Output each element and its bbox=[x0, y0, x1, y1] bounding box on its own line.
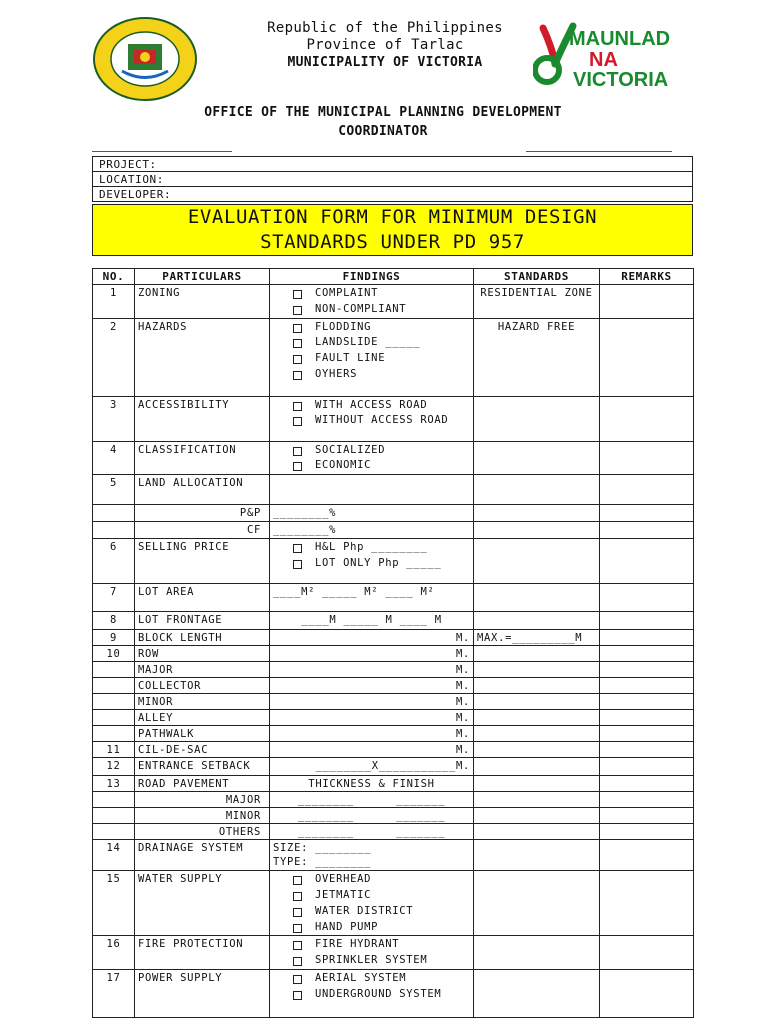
particular-label: ROW bbox=[135, 646, 270, 662]
evaluation-table bbox=[92, 268, 694, 1018]
remarks-cell[interactable] bbox=[600, 726, 694, 742]
findings-value[interactable]: M. bbox=[270, 662, 474, 678]
option-label: OYHERS bbox=[315, 367, 358, 380]
remarks-cell[interactable] bbox=[600, 824, 694, 840]
table-row bbox=[93, 969, 694, 1017]
standard-value bbox=[474, 539, 600, 584]
particular-label: POWER SUPPLY bbox=[135, 969, 270, 1017]
checkbox-icon[interactable] bbox=[293, 924, 302, 933]
table-subrow bbox=[93, 808, 694, 824]
remarks-cell[interactable] bbox=[600, 710, 694, 726]
particular-label: ROAD PAVEMENT bbox=[135, 776, 270, 792]
table-row bbox=[93, 758, 694, 776]
particular-label: ZONING bbox=[135, 285, 270, 319]
row-number: 1 bbox=[93, 285, 135, 319]
table-subrow bbox=[93, 522, 694, 539]
standard-value bbox=[474, 584, 600, 612]
standard-value bbox=[474, 475, 600, 505]
divider-left bbox=[92, 151, 232, 152]
findings-cell bbox=[270, 285, 474, 319]
option-label: COMPLAINT bbox=[315, 287, 379, 299]
checkbox-icon[interactable] bbox=[293, 417, 302, 426]
municipality-line: MUNICIPALITY OF VICTORIA bbox=[287, 55, 483, 70]
particular-label: WATER SUPPLY bbox=[135, 871, 270, 936]
standard-value: MAX.=_________M bbox=[474, 630, 600, 646]
project-field[interactable]: PROJECT: bbox=[93, 157, 693, 172]
location-field[interactable]: LOCATION: bbox=[93, 172, 693, 187]
option-label: WITH ACCESS ROAD bbox=[315, 398, 428, 411]
remarks-cell[interactable] bbox=[600, 646, 694, 662]
findings-heading: THICKNESS & FINISH bbox=[270, 776, 474, 792]
remarks-cell[interactable] bbox=[600, 522, 694, 539]
checkbox-option[interactable] bbox=[273, 556, 470, 570]
particular-label: DRAINAGE SYSTEM bbox=[135, 840, 270, 871]
row-number: 3 bbox=[93, 396, 135, 441]
option-label: FLODDING bbox=[315, 320, 372, 333]
row-number: 5 bbox=[93, 475, 135, 505]
standard-value: RESIDENTIAL ZONE bbox=[474, 285, 600, 319]
checkbox-option[interactable] bbox=[273, 904, 470, 920]
remarks-cell[interactable] bbox=[600, 441, 694, 475]
table-row bbox=[93, 612, 694, 630]
option-label: FIRE HYDRANT bbox=[315, 938, 400, 951]
drainage-type-field[interactable]: TYPE: ________ bbox=[273, 856, 372, 869]
findings-value[interactable]: ________X___________M. bbox=[270, 758, 474, 776]
table-subrow bbox=[93, 726, 694, 742]
checkbox-option[interactable] bbox=[273, 937, 470, 953]
checkbox-option[interactable] bbox=[273, 335, 470, 351]
particular-label: ENTRANCE SETBACK bbox=[135, 758, 270, 776]
table-subrow bbox=[93, 824, 694, 840]
row-number: 11 bbox=[93, 742, 135, 758]
checkbox-icon[interactable] bbox=[293, 324, 302, 333]
particular-label: FIRE PROTECTION bbox=[135, 936, 270, 970]
table-row bbox=[93, 285, 694, 319]
checkbox-icon[interactable] bbox=[293, 560, 302, 569]
row-number: 8 bbox=[93, 612, 135, 630]
remarks-cell[interactable] bbox=[600, 840, 694, 871]
remarks-cell[interactable] bbox=[600, 630, 694, 646]
findings-cell bbox=[270, 318, 474, 396]
remarks-cell[interactable] bbox=[600, 969, 694, 1017]
col-remarks-header: REMARKS bbox=[600, 269, 694, 285]
findings-value[interactable]: ________ _______ bbox=[270, 824, 474, 840]
developer-field[interactable]: DEVELOPER: bbox=[93, 187, 693, 202]
findings-cell bbox=[270, 539, 474, 584]
col-particulars-header: PARTICULARS bbox=[135, 269, 270, 285]
remarks-cell[interactable] bbox=[600, 758, 694, 776]
table-row bbox=[93, 871, 694, 936]
remarks-cell[interactable] bbox=[600, 694, 694, 710]
checkbox-icon[interactable] bbox=[293, 402, 302, 411]
checkbox-option[interactable] bbox=[273, 302, 470, 318]
standard-value: HAZARD FREE bbox=[474, 318, 600, 396]
sub-label: CF bbox=[135, 522, 270, 539]
svg-text:NA: NA bbox=[589, 49, 618, 71]
table-row bbox=[93, 475, 694, 505]
table-row bbox=[93, 646, 694, 662]
remarks-cell[interactable] bbox=[600, 936, 694, 970]
findings-value[interactable]: M. bbox=[270, 726, 474, 742]
drainage-size-field[interactable]: SIZE: ________ bbox=[273, 842, 372, 855]
findings-value[interactable]: ________ _______ bbox=[270, 792, 474, 808]
table-row bbox=[93, 742, 694, 758]
checkbox-icon[interactable] bbox=[293, 876, 302, 885]
findings-value[interactable]: ________% bbox=[270, 505, 474, 522]
row-number: 17 bbox=[93, 969, 135, 1017]
form-title-line1: EVALUATION FORM FOR MINIMUM DESIGN bbox=[187, 206, 598, 228]
row-number: 6 bbox=[93, 539, 135, 584]
table-subrow bbox=[93, 710, 694, 726]
particular-label: CLASSIFICATION bbox=[135, 441, 270, 475]
particular-label: SELLING PRICE bbox=[135, 539, 270, 584]
particular-label: BLOCK LENGTH bbox=[135, 630, 270, 646]
province-line: Province of Tarlac bbox=[306, 37, 464, 53]
row-number: 16 bbox=[93, 936, 135, 970]
remarks-cell[interactable] bbox=[600, 776, 694, 792]
table-subrow bbox=[93, 505, 694, 522]
option-label: SPRINKLER SYSTEM bbox=[315, 954, 428, 967]
particular-label: MINOR bbox=[135, 694, 270, 710]
checkbox-icon[interactable] bbox=[293, 355, 302, 364]
table-row bbox=[93, 630, 694, 646]
findings-value[interactable]: M. bbox=[270, 678, 474, 694]
project-info-table bbox=[92, 156, 693, 202]
remarks-cell[interactable] bbox=[600, 396, 694, 441]
checkbox-option[interactable] bbox=[273, 953, 470, 969]
table-row bbox=[93, 936, 694, 970]
checkbox-option[interactable] bbox=[273, 540, 470, 556]
option-label: NON-COMPLIANT bbox=[315, 302, 407, 315]
option-label: OVERHEAD bbox=[315, 873, 372, 886]
col-no-header: NO. bbox=[93, 269, 135, 285]
option-label: AERIAL SYSTEM bbox=[315, 971, 407, 984]
option-label: ECONOMIC bbox=[315, 459, 372, 472]
checkbox-icon[interactable] bbox=[293, 462, 302, 471]
row-number: 7 bbox=[93, 584, 135, 612]
checkbox-option[interactable] bbox=[273, 286, 470, 302]
table-subrow bbox=[93, 792, 694, 808]
checkbox-icon[interactable] bbox=[293, 544, 302, 553]
checkbox-icon[interactable] bbox=[293, 892, 302, 901]
municipal-seal-icon bbox=[92, 16, 198, 102]
checkbox-option[interactable] bbox=[273, 398, 470, 414]
particular-label: COLLECTOR bbox=[135, 678, 270, 694]
table-row bbox=[93, 776, 694, 792]
option-label: WITHOUT ACCESS ROAD bbox=[315, 414, 449, 427]
sub-label: MAJOR bbox=[135, 792, 270, 808]
findings-value[interactable]: ____M² _____ M² ____ M² bbox=[270, 584, 474, 612]
divider-right bbox=[526, 151, 672, 152]
option-label: LANDSLIDE _____ bbox=[315, 336, 421, 349]
remarks-cell[interactable] bbox=[600, 678, 694, 694]
remarks-cell[interactable] bbox=[600, 475, 694, 505]
checkbox-icon[interactable] bbox=[293, 941, 302, 950]
maunlad-na-victoria-logo bbox=[533, 20, 683, 92]
remarks-cell[interactable] bbox=[600, 871, 694, 936]
table-row bbox=[93, 441, 694, 475]
findings-value[interactable]: ____M _____ M ____ M bbox=[270, 612, 474, 630]
remarks-cell[interactable] bbox=[600, 285, 694, 319]
checkbox-icon[interactable] bbox=[293, 908, 302, 917]
remarks-cell[interactable] bbox=[600, 742, 694, 758]
option-label: FAULT LINE bbox=[315, 352, 386, 365]
option-label: JETMATIC bbox=[315, 888, 372, 901]
findings-value[interactable]: M. bbox=[270, 710, 474, 726]
findings-value[interactable]: M. bbox=[270, 742, 474, 758]
table-row bbox=[93, 539, 694, 584]
row-number: 2 bbox=[93, 318, 135, 396]
standard-value bbox=[474, 441, 600, 475]
particular-label: MAJOR bbox=[135, 662, 270, 678]
findings-value[interactable]: M. bbox=[270, 694, 474, 710]
remarks-cell[interactable] bbox=[600, 318, 694, 396]
checkbox-icon[interactable] bbox=[293, 957, 302, 966]
row-number: 13 bbox=[93, 776, 135, 792]
checkbox-icon[interactable] bbox=[293, 447, 302, 456]
row-number: 10 bbox=[93, 646, 135, 662]
checkbox-option[interactable] bbox=[273, 443, 470, 459]
remarks-cell[interactable] bbox=[600, 505, 694, 522]
findings-cell bbox=[270, 475, 474, 505]
checkbox-option[interactable] bbox=[273, 872, 470, 888]
particular-label: PATHWALK bbox=[135, 726, 270, 742]
particular-label: LAND ALLOCATION bbox=[135, 475, 270, 505]
sub-label: P&P bbox=[135, 505, 270, 522]
form-title-banner bbox=[92, 204, 693, 256]
sub-label: OTHERS bbox=[135, 824, 270, 840]
table-row bbox=[93, 584, 694, 612]
svg-text:VICTORIA: VICTORIA bbox=[573, 69, 669, 91]
findings-cell bbox=[270, 871, 474, 936]
standard-value bbox=[474, 396, 600, 441]
findings-value[interactable]: M. bbox=[270, 630, 474, 646]
checkbox-icon[interactable] bbox=[293, 290, 302, 299]
checkbox-option[interactable] bbox=[273, 458, 470, 474]
row-number: 9 bbox=[93, 630, 135, 646]
sub-label: MINOR bbox=[135, 808, 270, 824]
checkbox-icon[interactable] bbox=[293, 339, 302, 348]
table-subrow bbox=[93, 678, 694, 694]
findings-cell bbox=[270, 396, 474, 441]
svg-text:MAUNLAD: MAUNLAD bbox=[569, 28, 671, 50]
table-row bbox=[93, 318, 694, 396]
findings-value[interactable]: ________% bbox=[270, 522, 474, 539]
checkbox-icon[interactable] bbox=[293, 991, 302, 1000]
republic-line: Republic of the Philippines bbox=[267, 20, 503, 36]
findings-cell bbox=[270, 840, 474, 871]
col-findings-header: FINDINGS bbox=[270, 269, 474, 285]
remarks-cell[interactable] bbox=[600, 612, 694, 630]
form-title-line2: STANDARDS UNDER PD 957 bbox=[260, 231, 525, 253]
col-standards-header: STANDARDS bbox=[474, 269, 600, 285]
remarks-cell[interactable] bbox=[600, 584, 694, 612]
table-row bbox=[93, 396, 694, 441]
findings-value[interactable]: M. bbox=[270, 646, 474, 662]
office-title-line1: OFFICE OF THE MUNICIPAL PLANNING DEVELOPMENT bbox=[204, 105, 562, 120]
checkbox-option[interactable] bbox=[273, 413, 470, 427]
particular-label: ALLEY bbox=[135, 710, 270, 726]
option-label: UNDERGROUND SYSTEM bbox=[315, 987, 442, 1000]
row-number: 12 bbox=[93, 758, 135, 776]
row-number: 4 bbox=[93, 441, 135, 475]
table-row bbox=[93, 840, 694, 871]
table-subrow bbox=[93, 662, 694, 678]
particular-label: LOT FRONTAGE bbox=[135, 612, 270, 630]
checkbox-icon[interactable] bbox=[293, 371, 302, 380]
checkbox-icon[interactable] bbox=[293, 975, 302, 984]
remarks-cell[interactable] bbox=[600, 662, 694, 678]
remarks-cell[interactable] bbox=[600, 792, 694, 808]
table-subrow bbox=[93, 694, 694, 710]
option-label: HAND PUMP bbox=[315, 920, 379, 933]
particular-label: LOT AREA bbox=[135, 584, 270, 612]
checkbox-option[interactable] bbox=[273, 920, 470, 936]
checkbox-option[interactable] bbox=[273, 367, 470, 383]
findings-cell bbox=[270, 441, 474, 475]
option-label: H&L Php ________ bbox=[315, 541, 428, 554]
standard-value bbox=[474, 612, 600, 630]
row-number: 14 bbox=[93, 840, 135, 871]
particular-label: HAZARDS bbox=[135, 318, 270, 396]
remarks-cell[interactable] bbox=[600, 808, 694, 824]
particular-label: ACCESSIBILITY bbox=[135, 396, 270, 441]
office-title-line2: COORDINATOR bbox=[338, 124, 428, 139]
checkbox-icon[interactable] bbox=[293, 306, 302, 315]
findings-value[interactable]: ________ _______ bbox=[270, 808, 474, 824]
row-number: 15 bbox=[93, 871, 135, 936]
checkbox-option[interactable] bbox=[273, 320, 470, 336]
remarks-cell[interactable] bbox=[600, 539, 694, 584]
checkbox-option[interactable] bbox=[273, 888, 470, 904]
particular-label: CIL-DE-SAC bbox=[135, 742, 270, 758]
option-label: SOCIALIZED bbox=[315, 443, 386, 456]
table-header-row bbox=[93, 269, 694, 285]
checkbox-option[interactable] bbox=[273, 971, 470, 987]
findings-cell bbox=[270, 936, 474, 970]
checkbox-option[interactable] bbox=[273, 351, 470, 367]
option-label: WATER DISTRICT bbox=[315, 904, 414, 917]
option-label: LOT ONLY Php _____ bbox=[315, 556, 442, 569]
findings-cell bbox=[270, 969, 474, 1017]
checkbox-option[interactable] bbox=[273, 987, 470, 1001]
